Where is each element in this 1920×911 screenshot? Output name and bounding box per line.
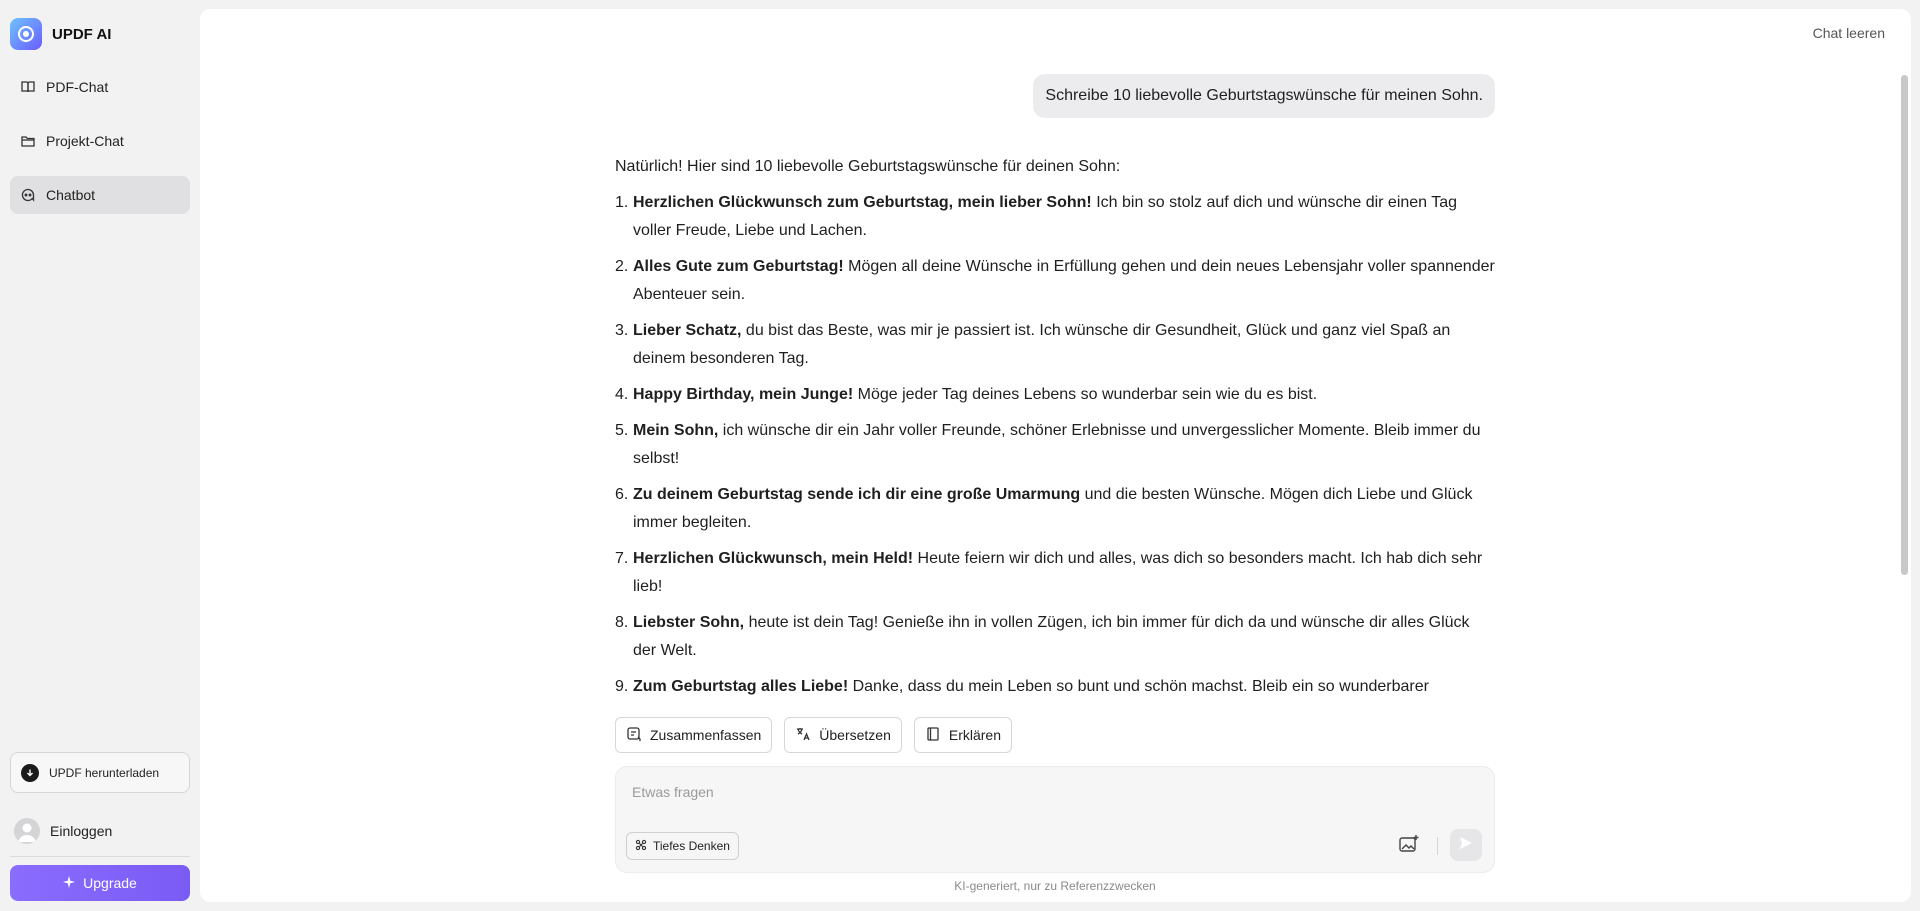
list-text	[633, 609, 1495, 665]
divider	[10, 856, 190, 857]
list-item	[615, 481, 1495, 537]
list-text	[633, 545, 1495, 601]
sparkle-icon	[63, 875, 75, 891]
list-bold: Herzlichen Glückwunsch zum Geburtstag, mein lieber Sohn!	[633, 194, 1092, 211]
sidebar-item-label: Chatbot	[46, 187, 96, 203]
list-text	[633, 673, 1495, 701]
disclaimer: KI-generiert, nur zu Referenzzwecken	[954, 879, 1156, 893]
translate-button[interactable]	[784, 717, 902, 753]
list-item	[615, 317, 1495, 373]
upgrade-button[interactable]	[10, 865, 190, 901]
scrollbar[interactable]	[1901, 75, 1908, 575]
list-body: Mögen all deine Wünsche in Erfüllung gehen und dein neues Lebensjahr voller spannender Abenteuer sein.	[633, 258, 1495, 303]
sidebar-item-chatbot[interactable]	[10, 176, 190, 214]
quick-actions	[615, 717, 1012, 753]
list-item	[615, 609, 1495, 665]
brand[interactable]	[10, 18, 111, 50]
list-body: heute ist dein Tag! Genieße ihn in vollen Zügen, ich bin immer für dich da und wünsche dir alles Glück der Welt.	[633, 614, 1470, 659]
list-number: 5.	[615, 422, 629, 439]
chat-input[interactable]	[632, 781, 1472, 803]
upgrade-label: Upgrade	[83, 875, 137, 891]
list-number: 2.	[615, 258, 629, 275]
send-button[interactable]	[1450, 829, 1482, 861]
list-item	[615, 417, 1495, 473]
updf-ai-logo-icon	[10, 18, 42, 50]
translate-icon	[795, 726, 811, 745]
sidebar-item-projekt-chat[interactable]	[10, 122, 190, 160]
summarize-button[interactable]	[615, 717, 772, 753]
sidebar	[0, 0, 200, 911]
sidebar-item-label: PDF-Chat	[46, 79, 109, 95]
divider	[1437, 837, 1438, 855]
list-body: ich wünsche dir ein Jahr voller Freunde, schöner Erlebnisse und unvergesslicher Momente. Bleib immer du selbst!	[633, 422, 1481, 467]
sidebar-nav	[10, 68, 190, 230]
explain-button[interactable]	[914, 717, 1012, 753]
list-body: Ich bin so stolz auf dich und wünsche dir einen Tag voller Freude, Liebe und Lachen.	[633, 194, 1458, 239]
app-name: UPDF AI	[52, 25, 112, 43]
download-icon	[21, 764, 39, 782]
list-bold: Lieber Schatz,	[633, 322, 742, 339]
list-number: 6.	[615, 486, 629, 503]
answer-list	[615, 189, 1495, 701]
image-upload-icon[interactable]	[1398, 833, 1422, 857]
list-bold: Zum Geburtstag alles Liebe!	[633, 678, 849, 695]
list-item	[615, 253, 1495, 309]
list-text	[633, 381, 1495, 409]
avatar	[14, 818, 40, 844]
list-text	[633, 417, 1495, 473]
main-panel	[200, 9, 1911, 902]
summarize-label: Zusammenfassen	[650, 727, 762, 743]
list-body: und die besten Wünsche. Mögen dich Liebe und Glück immer begleiten.	[633, 486, 1473, 531]
assistant-message	[615, 153, 1495, 709]
list-bold: Herzlichen Glückwunsch, mein Held!	[633, 550, 914, 567]
list-item	[615, 673, 1495, 701]
book-open-icon	[20, 79, 36, 95]
list-number: 4.	[615, 386, 629, 403]
list-number: 1.	[615, 194, 629, 211]
list-bold: Mein Sohn,	[633, 422, 719, 439]
list-text	[633, 189, 1495, 245]
list-bold: Zu deinem Geburtstag sende ich dir eine große Umarmung	[633, 486, 1081, 503]
download-label: UPDF herunterladen	[49, 765, 160, 780]
list-item	[615, 381, 1495, 409]
deep-think-label: Tiefes Denken	[653, 839, 730, 853]
user-message: Schreibe 10 liebevolle Geburtstagswünsche für meinen Sohn.	[1033, 74, 1495, 118]
answer-intro: Natürlich! Hier sind 10 liebevolle Geburtstagswünsche für deinen Sohn:	[615, 158, 1121, 175]
list-text	[633, 253, 1495, 309]
login-label: Einloggen	[50, 823, 113, 839]
explain-book-icon	[925, 726, 941, 745]
chatbot-icon	[20, 187, 36, 203]
sidebar-item-pdf-chat[interactable]	[10, 68, 190, 106]
list-number: 7.	[615, 550, 629, 567]
deep-think-icon	[635, 839, 647, 854]
deep-think-toggle[interactable]	[626, 832, 739, 860]
list-body: Heute feiern wir dich und alles, was dich so besonders macht. Ich hab dich sehr lieb!	[633, 550, 1483, 595]
list-bold: Happy Birthday, mein Junge!	[633, 386, 854, 403]
download-updf-button[interactable]	[10, 752, 190, 793]
clear-chat-button[interactable]: Chat leeren	[1812, 25, 1885, 41]
list-bold: Alles Gute zum Geburtstag!	[633, 258, 844, 275]
summarize-icon	[626, 726, 642, 745]
sidebar-item-label: Projekt-Chat	[46, 133, 124, 149]
list-body: du bist das Beste, was mir je passiert ist. Ich wünsche dir Gesundheit, Glück und ganz viel Spaß an deinem besonderen Tag.	[633, 322, 1451, 367]
translate-label: Übersetzen	[819, 727, 891, 743]
list-item	[615, 545, 1495, 601]
list-number: 8.	[615, 614, 629, 631]
explain-label: Erklären	[948, 727, 1002, 743]
list-number: 3.	[615, 322, 629, 339]
chat-input-box	[615, 766, 1495, 873]
list-body: Möge jeder Tag deines Lebens so wunderbar sein wie du es bist.	[853, 386, 1318, 403]
send-icon	[1459, 836, 1473, 855]
list-text	[633, 481, 1495, 537]
list-bold: Liebster Sohn,	[633, 614, 745, 631]
login-button[interactable]	[14, 818, 112, 844]
list-number: 9.	[615, 678, 629, 695]
list-item	[615, 189, 1495, 245]
list-body: Danke, dass du mein Leben so bunt und schön machst. Bleib ein so wunderbarer	[848, 678, 1429, 695]
list-text	[633, 317, 1495, 373]
folder-icon	[20, 133, 36, 149]
